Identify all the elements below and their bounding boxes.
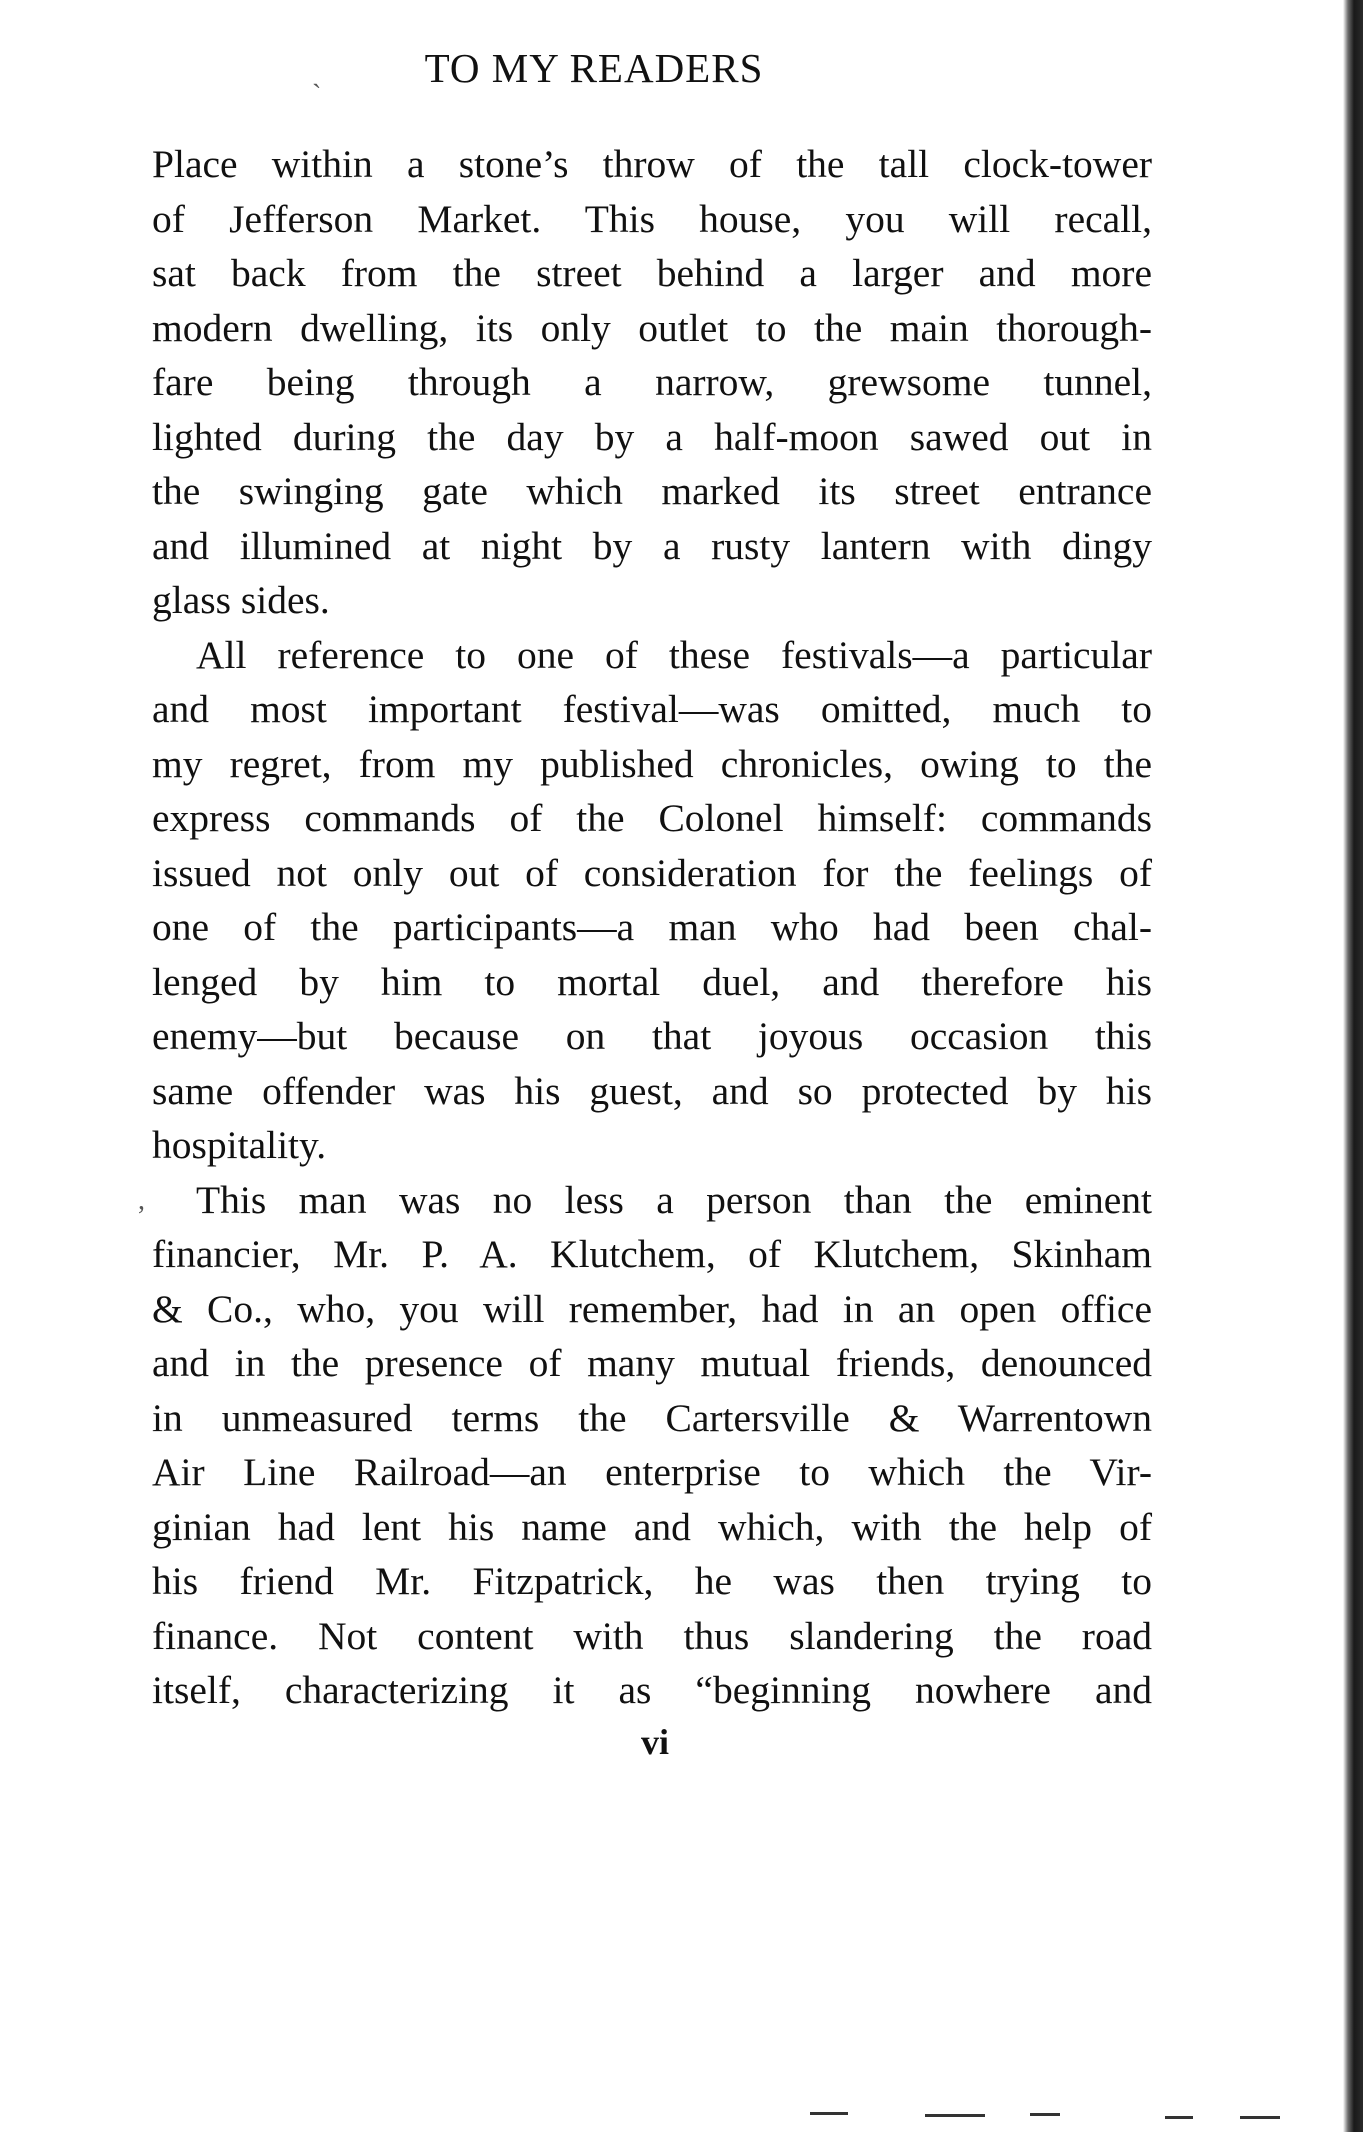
- text-line: financier, Mr. P. A. Klutchem, of Klutchem, Skinham: [152, 1232, 1152, 1276]
- running-head: TO MY READERS: [424, 45, 764, 91]
- scan-speck: [810, 2112, 848, 2115]
- text-line: Place within a stone’s throw of the tall clock-tower: [152, 142, 1152, 186]
- body-text: [152, 137, 1152, 1718]
- text-line: & Co., who, you will remember, had in an open office: [152, 1286, 1152, 1331]
- text-line: lenged by him to mortal duel, and therefore his: [152, 959, 1152, 1004]
- text-line: the swinging gate which marked its street entrance: [152, 469, 1152, 513]
- text-line: All reference to one of these festivals—a particular: [196, 632, 1152, 677]
- page-number: vi: [640, 1722, 669, 1762]
- text-line: glass sides.: [152, 578, 330, 622]
- text-line: This man was no less a person than the eminent: [196, 1177, 1152, 1222]
- scan-speck: [1240, 2116, 1280, 2119]
- text-line: and in the presence of many mutual friends, denounced: [152, 1341, 1152, 1385]
- binding-edge-shadow: [1343, 0, 1363, 2132]
- text-line: Air Line Railroad—an enterprise to which the Vir-: [152, 1450, 1152, 1494]
- stray-tick-mark: ˏ: [312, 58, 322, 89]
- text-line: and most important festival—was omitted, much to: [152, 687, 1152, 731]
- text-line: same offender was his guest, and so protected by his: [152, 1068, 1152, 1113]
- text-line: my regret, from my published chronicles, owing to the: [152, 741, 1152, 786]
- text-line: sat back from the street behind a larger and more: [152, 251, 1152, 295]
- scan-speck: [1030, 2113, 1060, 2116]
- text-line: modern dwelling, its only outlet to the main thorough-: [152, 305, 1152, 350]
- text-line: one of the participants—a man who had been chal-: [152, 905, 1152, 949]
- text-line: lighted during the day by a half-moon sawed out in: [152, 414, 1152, 459]
- text-line: express commands of the Colonel himself: commands: [152, 796, 1152, 840]
- text-line: and illumined at night by a rusty lantern with dingy: [152, 523, 1152, 568]
- text-line: fare being through a narrow, grewsome tunnel,: [152, 360, 1152, 404]
- text-line: in unmeasured terms the Cartersville & Warrentown: [152, 1395, 1152, 1440]
- text-line: enemy—but because on that joyous occasion this: [152, 1014, 1152, 1058]
- text-line: itself, characterizing it as “beginning nowhere and: [152, 1668, 1152, 1712]
- text-line: ginian had lent his name and which, with the help of: [152, 1504, 1152, 1549]
- text-line: his friend Mr. Fitzpatrick, he was then trying to: [152, 1559, 1152, 1603]
- text-line: finance. Not content with thus slandering the road: [152, 1613, 1152, 1658]
- scan-speck: [1165, 2116, 1193, 2119]
- stray-comma-mark: ,: [138, 1185, 145, 1216]
- scan-speck: [925, 2114, 985, 2117]
- text-line: issued not only out of consideration for the feelings of: [152, 850, 1152, 895]
- text-line: of Jefferson Market. This house, you will recall,: [152, 196, 1152, 241]
- text-line: hospitality.: [152, 1123, 327, 1167]
